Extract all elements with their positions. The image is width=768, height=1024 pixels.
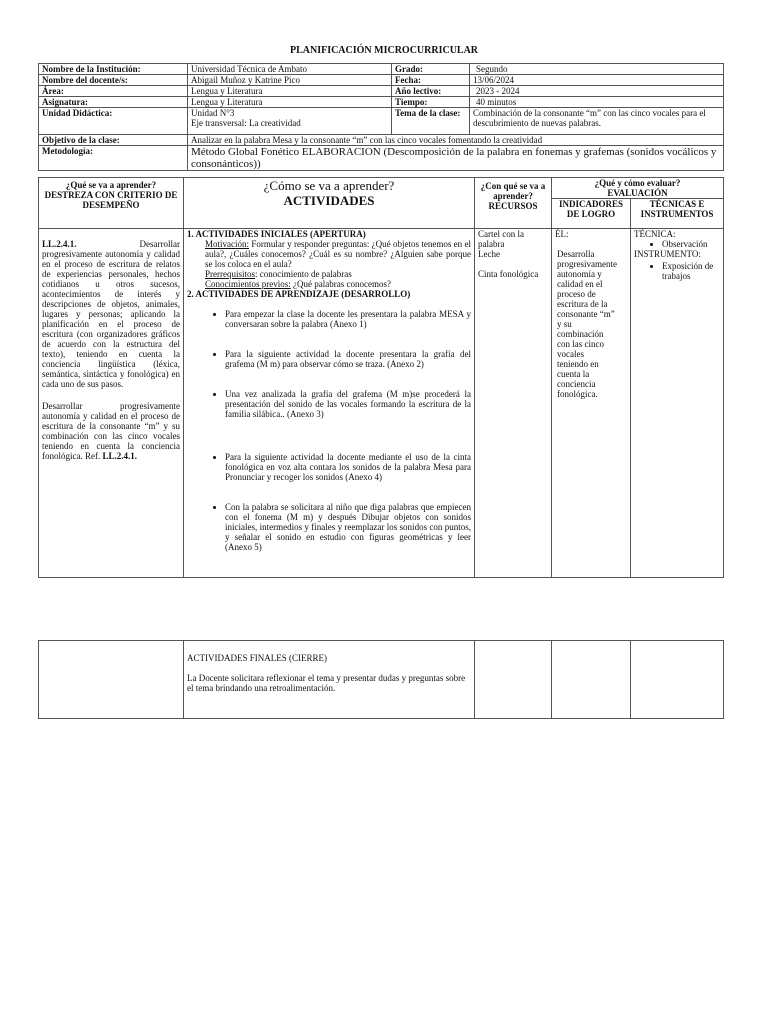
destreza-cell [39, 229, 184, 578]
tiempo-label: Tiempo: [392, 97, 470, 108]
unidad-value: Unidad N°3 [191, 108, 235, 118]
conocimientos-previos [205, 279, 471, 289]
prerrequisitos [205, 269, 471, 279]
destreza-ref-code: LL.2.4.1. [102, 451, 137, 461]
destreza-text: Desarrollar progresivamente autonomía y calidad en el proceso de escritura de relatos de experiencias personales, hechos cotidianos u otros sucesos, acontecimientos de interés y descripciones de objetos, animales, lugares y personas; aplicando la planificación en el proceso de escritura (con organizadores gráficos de acuerdo con la estructura del texto), teniendo en cuenta la conciencia lingüística (léxica, semántica, sintáctica y fonológica) en cada uno de sus pasos. [42, 239, 180, 389]
anio-label: Año lectivo: [392, 86, 470, 97]
desarrollo-title: 2. ACTIVIDADES DE APRENDIZAJE (DESARROLLO) [187, 289, 411, 299]
list-item: • Exposición de trabajos [662, 261, 720, 281]
area-label: Área: [39, 86, 188, 97]
prerrequisitos-label: Prerrequisitos [205, 269, 255, 279]
prerrequisitos-text: : conocimiento de palabras [255, 269, 352, 279]
list-item: • Para empezar la clase la docente les presentara la palabra MESA y conversaran sobre la palabra (Anexo 1) [225, 309, 471, 329]
metodologia-value: Método Global Fonético ELABORACION (Descomposición de la palabra en fonemas y grafemas (sonidos vocálicos y consonánticos)) [188, 146, 724, 171]
eje-value: Eje transversal: La creatividad [191, 118, 301, 128]
instrumento-list [634, 261, 720, 281]
asignatura-value: Lengua y Literatura [188, 97, 392, 108]
unidad-cell [188, 108, 392, 135]
tema-label: Tema de la clase: [392, 108, 470, 135]
recurso-cartel: Cartel con la palabra [478, 229, 524, 249]
area-value: Lengua y Literatura [188, 86, 392, 97]
iniciales-title: 1. ACTIVIDADES INICIALES (APERTURA) [187, 229, 366, 239]
objetivo-value: Analizar en la palabra Mesa y la consonante “m” con las cinco vocales fomentando la creatividad [188, 135, 724, 146]
cierre-table [38, 640, 724, 719]
destreza-header-label: DESTREZA CON CRITERIO DE DESEMPEÑO [44, 190, 178, 210]
institucion-label: Nombre de la Institución: [39, 64, 188, 75]
tecnica-list [634, 239, 720, 249]
tecnicas-header: TÉCNICAS E INSTRUMENTOS [631, 199, 724, 229]
tiempo-value: 40 minutos [470, 97, 724, 108]
con-que-header: ¿Con qué se va a aprender? [480, 181, 546, 201]
list-item: • Observación [662, 239, 720, 249]
cierre-cell [184, 641, 475, 719]
recurso-cinta: Cinta fonológica [478, 269, 539, 279]
evaluacion-header [552, 178, 724, 199]
instrumento-label: INSTRUMENTO: [634, 249, 701, 259]
main-table [38, 177, 724, 578]
conocimientos-label: Conocimientos previos: [205, 279, 291, 289]
cierre-text: La Docente solicitara reflexionar el tema y presentar dudas y preguntas sobre el tema brindando una retroalimentación. [187, 673, 466, 693]
tecnica-label: TÉCNICA: [634, 229, 676, 239]
actividades-header-label: ACTIVIDADES [283, 193, 375, 208]
grado-value: Segundo [470, 64, 724, 75]
cierre-empty-cell [631, 641, 724, 719]
page-title: PLANIFICACIÓN MICROCURRICULAR [289, 45, 479, 56]
tema-value: Combinación de la consonante “m” con las cinco vocales para el descubrimiento de nuevas palabras. [470, 108, 724, 135]
como-aprender-header: ¿Cómo se va a aprender? [263, 178, 395, 193]
cierre-empty-cell [39, 641, 184, 719]
activities-list [187, 309, 471, 552]
fecha-value: 13/06/2024 [470, 75, 724, 86]
destreza-specific-text: Desarrollar progresivamente autonomía y calidad en el proceso de escritura de la consonante “m” y su combinación con las cinco vocales teniendo en cuenta la conciencia fonológica. Ref. [42, 401, 180, 461]
list-item: • Para la siguiente actividad la docente mediante el uso de la cinta fonológica en voz alta contara los sonidos de la palabra Mesa para Pronunciar y recoger los sonidos (Anexo 4) [225, 452, 471, 482]
objetivo-label: Objetivo de la clase: [39, 135, 188, 146]
actividades-header [184, 178, 475, 229]
recurso-leche: Leche [478, 249, 500, 259]
motivacion [205, 239, 471, 269]
evaluacion-header-label: EVALUACIÓN [607, 188, 668, 198]
list-item: • Una vez analizada la grafía del grafema (M m)se procederá la presentación del sonido de las vocales formando la escritura de la familia silábica.. (Anexo 3) [225, 389, 471, 419]
cierre-title: ACTIVIDADES FINALES (CIERRE) [187, 653, 327, 663]
cierre-empty-cell [475, 641, 552, 719]
tecnicas-cell [631, 229, 724, 578]
indicador-el: ÉL: [555, 229, 569, 239]
unidad-label: Unidad Didáctica: [39, 108, 188, 135]
indicador-text: Desarrolla progresivamente autonomía y calidad en el proceso de escritura de la consonante “m” y su combinación con las cinco vocales teniendo en cuenta la conciencia fonológica. [557, 249, 617, 399]
recursos-header-label: RECURSOS [488, 201, 538, 211]
motivacion-label: Motivación: [205, 239, 249, 249]
motivacion-text: Formular y responder preguntas: ¿Qué objetos tenemos en el aula?, ¿Cuáles conocemos? ¿Cuál es su nombre? ¿Alguien sabe porque se los coloca en el aula? [205, 239, 471, 269]
asignatura-label: Asignatura: [39, 97, 188, 108]
list-item: • Para la siguiente actividad la docente presentara la grafía del grafema (M m) para observar cómo se traza. (Anexo 2) [225, 349, 471, 369]
list-item: • Con la palabra se solicitara al niño que diga palabras que empiecen con el fonema (M m) y después Dibujar objetos con sonidos iniciales, intermedios y finales y reemplazar los sonidos con puntos, y señalar el sonido en estudio con figuras geométricas y leer (Anexo 5) [225, 502, 471, 552]
docente-label: Nombre del docente/s: [39, 75, 188, 86]
fecha-label: Fecha: [392, 75, 470, 86]
info-table [38, 63, 724, 171]
institucion-value: Universidad Técnica de Ambato [188, 64, 392, 75]
anio-value: 2023 - 2024 [470, 86, 724, 97]
que-evaluar-header: ¿Qué y cómo evaluar? [594, 178, 681, 188]
destreza-header [39, 178, 184, 229]
metodologia-label: Metodología: [39, 146, 188, 171]
conocimientos-text: ¿Qué palabras conocemos? [290, 279, 391, 289]
grado-label: Grado: [392, 64, 470, 75]
indicadores-cell [552, 229, 631, 578]
recursos-cell [475, 229, 552, 578]
recursos-header [475, 178, 552, 229]
actividades-cell [184, 229, 475, 578]
indicadores-header: INDICADORES DE LOGRO [552, 199, 631, 229]
que-aprender-header: ¿Qué se va a aprender? [65, 180, 157, 190]
cierre-empty-cell [552, 641, 631, 719]
destreza-code: LL.2.4.1. [42, 239, 77, 249]
docente-value: Abigail Muñoz y Katrine Pico [188, 75, 392, 86]
